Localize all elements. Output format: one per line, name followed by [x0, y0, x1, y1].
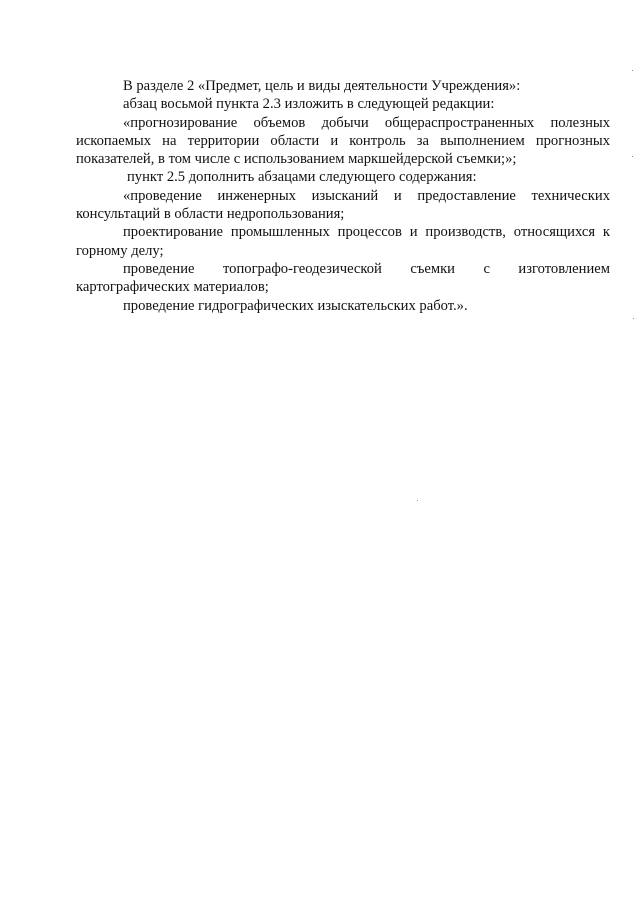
scan-speck: [633, 318, 634, 319]
paragraph-clause-2-3: абзац восьмой пункта 2.3 изложить в следующей редакции:: [123, 96, 495, 113]
scan-speck: [417, 500, 418, 501]
paragraph-hydrographic-works: проведение гидрографических изыскательских работ.».: [123, 297, 468, 314]
paragraph-topographic-survey: проведение топографо-геодезической съемки с изготовлением картографических материалов;: [76, 260, 610, 296]
paragraph-engineering-surveys: «проведение инженерных изысканий и предоставление технических консультаций в области недропользования;: [76, 187, 610, 223]
paragraph-section-intro: В разделе 2 «Предмет, цель и виды деятельности Учреждения»:: [123, 78, 521, 94]
paragraph-forecasting: «прогнозирование объемов добычи общераспространенных полезных ископаемых на территории области и контроль за выполнением прогнозных показателей, в том числе с использованием маркшейдерской съемки;»;: [76, 114, 610, 168]
document-body: [76, 77, 610, 315]
paragraph-mining-design: проектирование промышленных процессов и производств, относящихся к горному делу;: [76, 224, 610, 259]
paragraph-clause-2-5: пункт 2.5 дополнить абзацами следующего содержания:: [127, 169, 477, 186]
scan-speck: [632, 156, 633, 157]
scan-speck: [632, 70, 633, 71]
